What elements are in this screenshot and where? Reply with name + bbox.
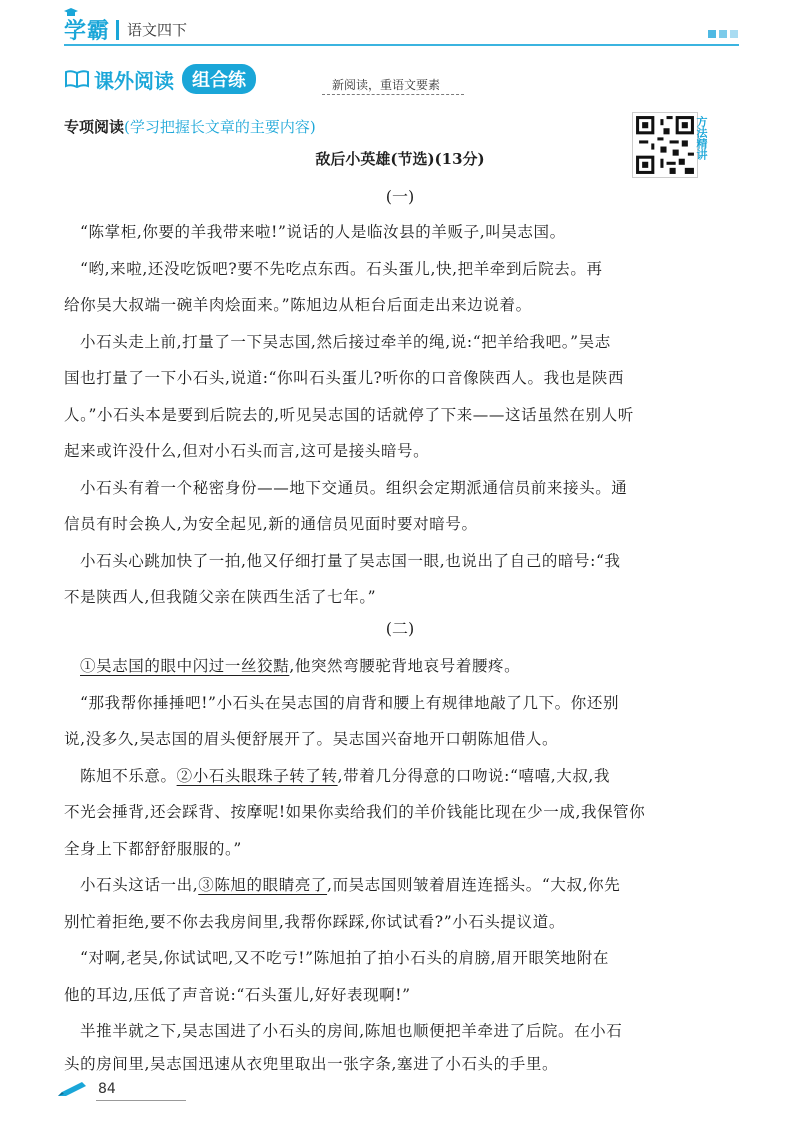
underlined-sentence-3: ③陈旭的眼睛亮了 — [198, 876, 328, 894]
special-note: (学习把握长文章的主要内容) — [124, 118, 316, 136]
text-line: 半推半就之下,吴志国进了小石头的房间,陈旭也顺便把羊牵进了后院。在小石 — [80, 1022, 623, 1040]
section-title — [64, 64, 256, 94]
slogan-underline — [322, 94, 464, 95]
pen-icon — [56, 1080, 90, 1098]
brand-logo: 学霸 — [64, 19, 111, 44]
part-heading-two: (二) — [385, 619, 415, 638]
underlined-sentence-2: ②小石头眼珠子转了转 — [176, 767, 338, 785]
text-line: 起来或许没什么,但对小石头而言,这可是接头暗号。 — [64, 442, 430, 460]
text-line: 头的房间里,吴志国迅速从衣兜里取出一张字条,塞进了小石头的手里。 — [64, 1055, 559, 1073]
brand-divider — [116, 20, 119, 40]
text-line: 给你吴大叔端一碗羊肉烩面来。”陈旭边从柜台后面走出来边说着。 — [64, 296, 532, 314]
section-main-title: 课外阅读 — [94, 68, 174, 93]
text-line: 他的耳边,压低了声音说:“石头蛋儿,好好表现啊!” — [64, 986, 411, 1004]
text-line: 小石头走上前,打量了一下吴志国,然后接过牵羊的绳,说:“把羊给我吧。”吴志 — [80, 333, 611, 351]
footer-rule — [96, 1100, 186, 1101]
text-line: 别忙着拒绝,要不你去我房间里,我帮你踩踩,你试试看?”小石头提议道。 — [64, 913, 565, 931]
part-heading-one: (一) — [385, 187, 415, 206]
text-line: 信员有时会换人,为安全起见,新的通信员见面时要对暗号。 — [64, 515, 478, 533]
article-title: 敌后小英雄(节选)(13分) — [315, 150, 485, 168]
text-line: 陈旭不乐意。②小石头眼珠子转了转,带着几分得意的口吻说:“嘻嘻,大叔,我 — [80, 767, 611, 785]
qr-label: 方法精讲 — [695, 116, 708, 160]
text-line: “陈掌柜,你要的羊我带来啦!”说话的人是临汝县的羊贩子,叫吴志国。 — [80, 223, 566, 241]
special-label: 专项阅读 — [64, 118, 125, 136]
text-line: “哟,来啦,还没吃饭吧?要不先吃点东西。石头蛋儿,快,把羊牵到后院去。再 — [80, 260, 603, 278]
page-footer — [56, 1080, 306, 1100]
text-line: “对啊,老吴,你试试吧,又不吃亏!”陈旭拍了拍小石头的肩膀,眉开眼笑地附在 — [80, 949, 609, 967]
page-number: 84 — [98, 1081, 116, 1097]
text-line: 小石头心跳加快了一拍,他又仔细打量了吴志国一眼,也说出了自己的暗号:“我 — [80, 552, 621, 570]
text-line: 不光会捶背,还会踩背、按摩呢!如果你卖给我们的羊价钱能比现在少一成,我保管你 — [64, 803, 646, 821]
text-line: 小石头这话一出,③陈旭的眼睛亮了,而吴志国则皱着眉连连摇头。“大叔,你先 — [80, 876, 621, 894]
subject-label: 语文四下 — [127, 21, 188, 39]
underlined-sentence-1: ①吴志国的眼中闪过一丝狡黠 — [80, 657, 290, 675]
text-line: 人。”小石头本是要到后院去的,听见吴志国的话就停了下来——这话虽然在别人听 — [64, 406, 634, 424]
text-line: 小石头有着一个秘密身份——地下交通员。组织会定期派通信员前来接头。通 — [80, 479, 628, 497]
page-header — [0, 0, 800, 50]
section-pill: 组合练 — [182, 64, 256, 94]
brand-bar — [64, 14, 187, 45]
book-icon — [64, 69, 90, 89]
special-reading-heading — [64, 116, 316, 137]
text-line: 全身上下都舒舒服服的。” — [64, 840, 242, 858]
text-line: 不是陕西人,但我随父亲在陕西生活了七年。” — [64, 588, 377, 606]
section-slogan: 新阅读，重语文要素 — [332, 78, 441, 92]
text-line: “那我帮你捶捶吧!”小石头在吴志国的肩背和腰上有规律地敲了几下。你还别 — [80, 694, 620, 712]
header-rule — [64, 44, 739, 46]
text-line: ①吴志国的眼中闪过一丝狡黠,他突然弯腰驼背地哀号着腰疼。 — [80, 657, 521, 675]
text-line: 国也打量了一下小石头,说道:“你叫石头蛋儿?听你的口音像陕西人。我也是陕西 — [64, 369, 625, 387]
header-decoration — [708, 30, 738, 38]
text-line: 说,没多久,吴志国的眉头便舒展开了。吴志国兴奋地开口朝陈旭借人。 — [64, 730, 559, 748]
